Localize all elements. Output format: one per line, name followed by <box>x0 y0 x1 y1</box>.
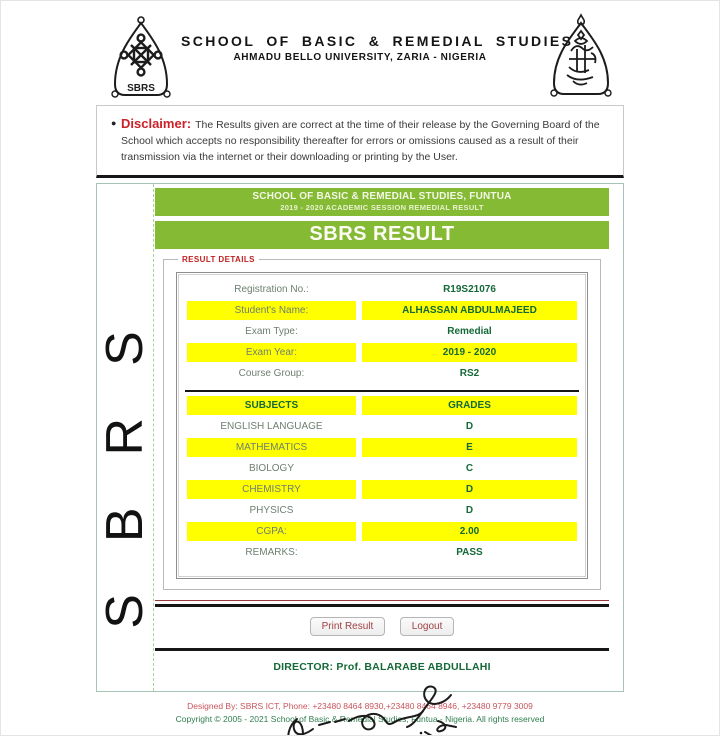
grade-cell: C <box>465 463 474 475</box>
subject-cell: BIOLOGY <box>248 463 294 475</box>
subject-cell: ENGLISH LANGUAGE <box>220 421 323 433</box>
table-row <box>187 343 577 362</box>
field-label: Exam Type: <box>245 326 298 338</box>
field-label: Exam Year: <box>187 343 356 362</box>
grade-cell: D <box>465 421 474 433</box>
table-header-row <box>187 396 577 415</box>
session-banner <box>155 188 609 216</box>
subjects-grades-table <box>181 394 583 564</box>
table-row <box>187 438 577 457</box>
grade-cell: E <box>362 438 577 457</box>
school-title: SCHOOL OF BASIC & REMEDIAL STUDIES <box>181 33 574 49</box>
table-row <box>187 280 577 299</box>
table-row <box>187 301 577 320</box>
table-row <box>187 522 577 541</box>
sbrs-logo-icon <box>107 14 175 107</box>
subject-cell: PHYSICS <box>249 505 294 517</box>
subjects-column-header: SUBJECTS <box>187 396 356 415</box>
cgpa-label: CGPA: <box>187 522 356 541</box>
table-row <box>187 417 577 436</box>
table-row <box>187 501 577 520</box>
remarks-label: REMARKS: <box>245 547 298 559</box>
svg-text:SBRS: SBRS <box>127 83 155 94</box>
print-result-button[interactable]: Print Result <box>310 617 386 636</box>
vertical-sbrs-watermark <box>97 254 153 654</box>
divider-line-black <box>155 604 609 607</box>
field-label: Registration No.: <box>234 284 309 296</box>
session-banner-line2: 2019 - 2020 ACADEMIC SESSION REMEDIAL RESULT <box>280 203 484 213</box>
result-box <box>176 272 588 579</box>
director-signature <box>155 677 609 736</box>
session-banner-line1: SCHOOL OF BASIC & REMEDIAL STUDIES, FUNTUA <box>252 191 512 203</box>
section-divider <box>185 390 579 392</box>
table-row <box>187 364 577 383</box>
field-value: R19S21076 <box>443 284 496 296</box>
copyright-line: Copyright © 2005 - 2021 School of Basic & Remedial Studies, Funtua - Nigeria. All rights reserved <box>175 713 545 724</box>
field-label: Student's Name: <box>187 301 356 320</box>
table-row <box>187 322 577 341</box>
signature-icon <box>275 677 490 736</box>
result-details-legend: RESULT DETAILS <box>182 255 255 265</box>
grade-cell: D <box>465 505 474 517</box>
result-title-banner: SBRS RESULT <box>155 221 609 249</box>
field-value: 2019 - 2020 <box>362 343 577 362</box>
disclaimer-box <box>96 105 624 178</box>
header-titles <box>181 33 574 63</box>
result-details-fieldset <box>163 255 601 590</box>
bullet-icon: ● <box>111 118 117 128</box>
result-panel <box>96 183 624 692</box>
disclaimer-text: The Results given are correct at the time of their release by the Governing Board of the School which accepts no responsibility thereafter for errors or omissions caused as a result of their transmission via the internet or their downloading or printing by the User. <box>121 119 600 163</box>
result-content <box>153 184 623 691</box>
subject-cell: CHEMISTRY <box>187 480 356 499</box>
field-value: ALHASSAN ABDULMAJEED <box>362 301 577 320</box>
grade-cell: D <box>362 480 577 499</box>
designer-credit: Designed By: SBRS ICT, Phone: +23480 8464 8930,+23480 8464 8946, +23480 9779 3009 <box>187 701 533 712</box>
divider-line-red <box>155 600 609 601</box>
grades-column-header: GRADES <box>362 396 577 415</box>
field-value: Remedial <box>447 326 492 338</box>
university-subtitle: AHMADU BELLO UNIVERSITY, ZARIA - NIGERIA <box>233 52 487 63</box>
subject-cell: MATHEMATICS <box>187 438 356 457</box>
logout-button[interactable]: Logout <box>400 617 455 636</box>
action-buttons <box>155 616 609 636</box>
table-row <box>187 459 577 478</box>
field-value: RS2 <box>459 368 480 380</box>
disclaimer-label: Disclaimer: <box>121 116 192 131</box>
student-details-table <box>181 278 583 385</box>
abu-logo-icon <box>545 11 617 108</box>
field-label: Course Group: <box>238 368 305 380</box>
cgpa-value: 2.00 <box>362 522 577 541</box>
vertical-sbrs-text: SBRS <box>96 279 154 630</box>
remarks-value: PASS <box>456 547 483 559</box>
table-row <box>187 543 577 562</box>
divider-line-black-bottom <box>155 648 609 651</box>
page-header <box>1 1 719 105</box>
table-row <box>187 480 577 499</box>
director-name: DIRECTOR: Prof. BALARABE ABDULLAHI <box>273 661 491 674</box>
